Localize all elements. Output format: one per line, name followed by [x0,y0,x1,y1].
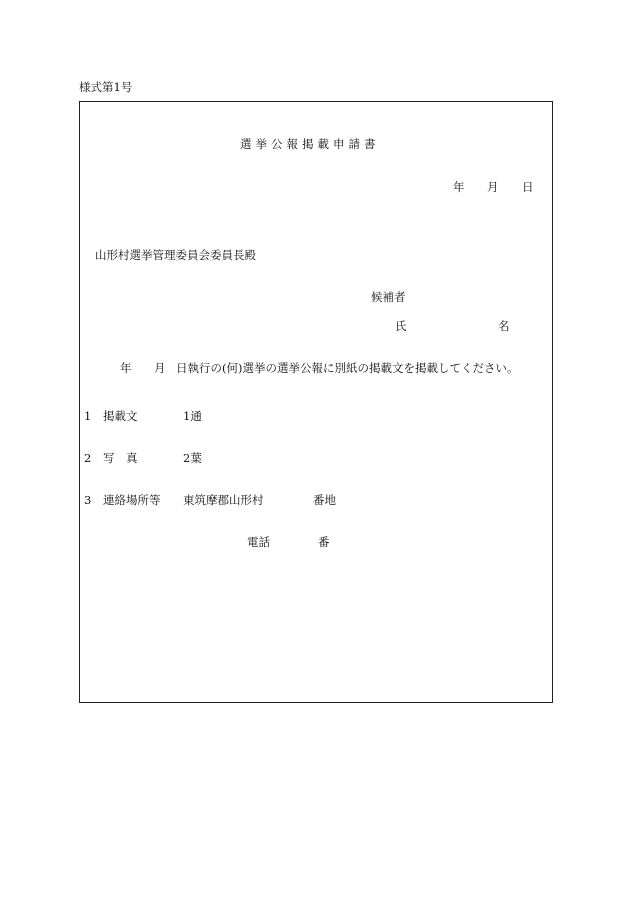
form-title: 選挙公報掲載申請書 [240,137,380,151]
item-1-no: 1 [84,409,92,423]
item-2-no: 2 [84,451,92,465]
candidate-name-left: 氏 [395,319,407,333]
phone-label: 電話 [247,535,270,549]
candidate-name-right: 名 [498,319,510,333]
addressee: 山形村選挙管理委員会委員長殿 [95,248,256,262]
date-day: 日 [522,180,534,194]
item-2-value: 2葉 [183,451,202,465]
item-3-suffix: 番地 [313,493,336,507]
item-3-no: 3 [84,493,92,507]
item-2-label: 写 真 [103,451,138,465]
statement-month: 月 [154,361,166,375]
date-month: 月 [487,180,499,194]
statement-text: 日執行の(何)選挙の選挙公報に別紙の掲載文を掲載してください。 [176,361,519,375]
statement-year: 年 [120,361,132,375]
form-frame [79,101,553,703]
item-3-value: 東筑摩郡山形村 [183,493,264,507]
phone-suffix: 番 [318,535,330,549]
item-3-label: 連絡場所等 [103,493,161,507]
item-1-label: 掲載文 [103,409,138,423]
date-year: 年 [453,180,465,194]
item-1-value: 1通 [183,409,202,423]
candidate-label: 候補者 [371,290,406,304]
form-number: 様式第1号 [79,80,133,94]
